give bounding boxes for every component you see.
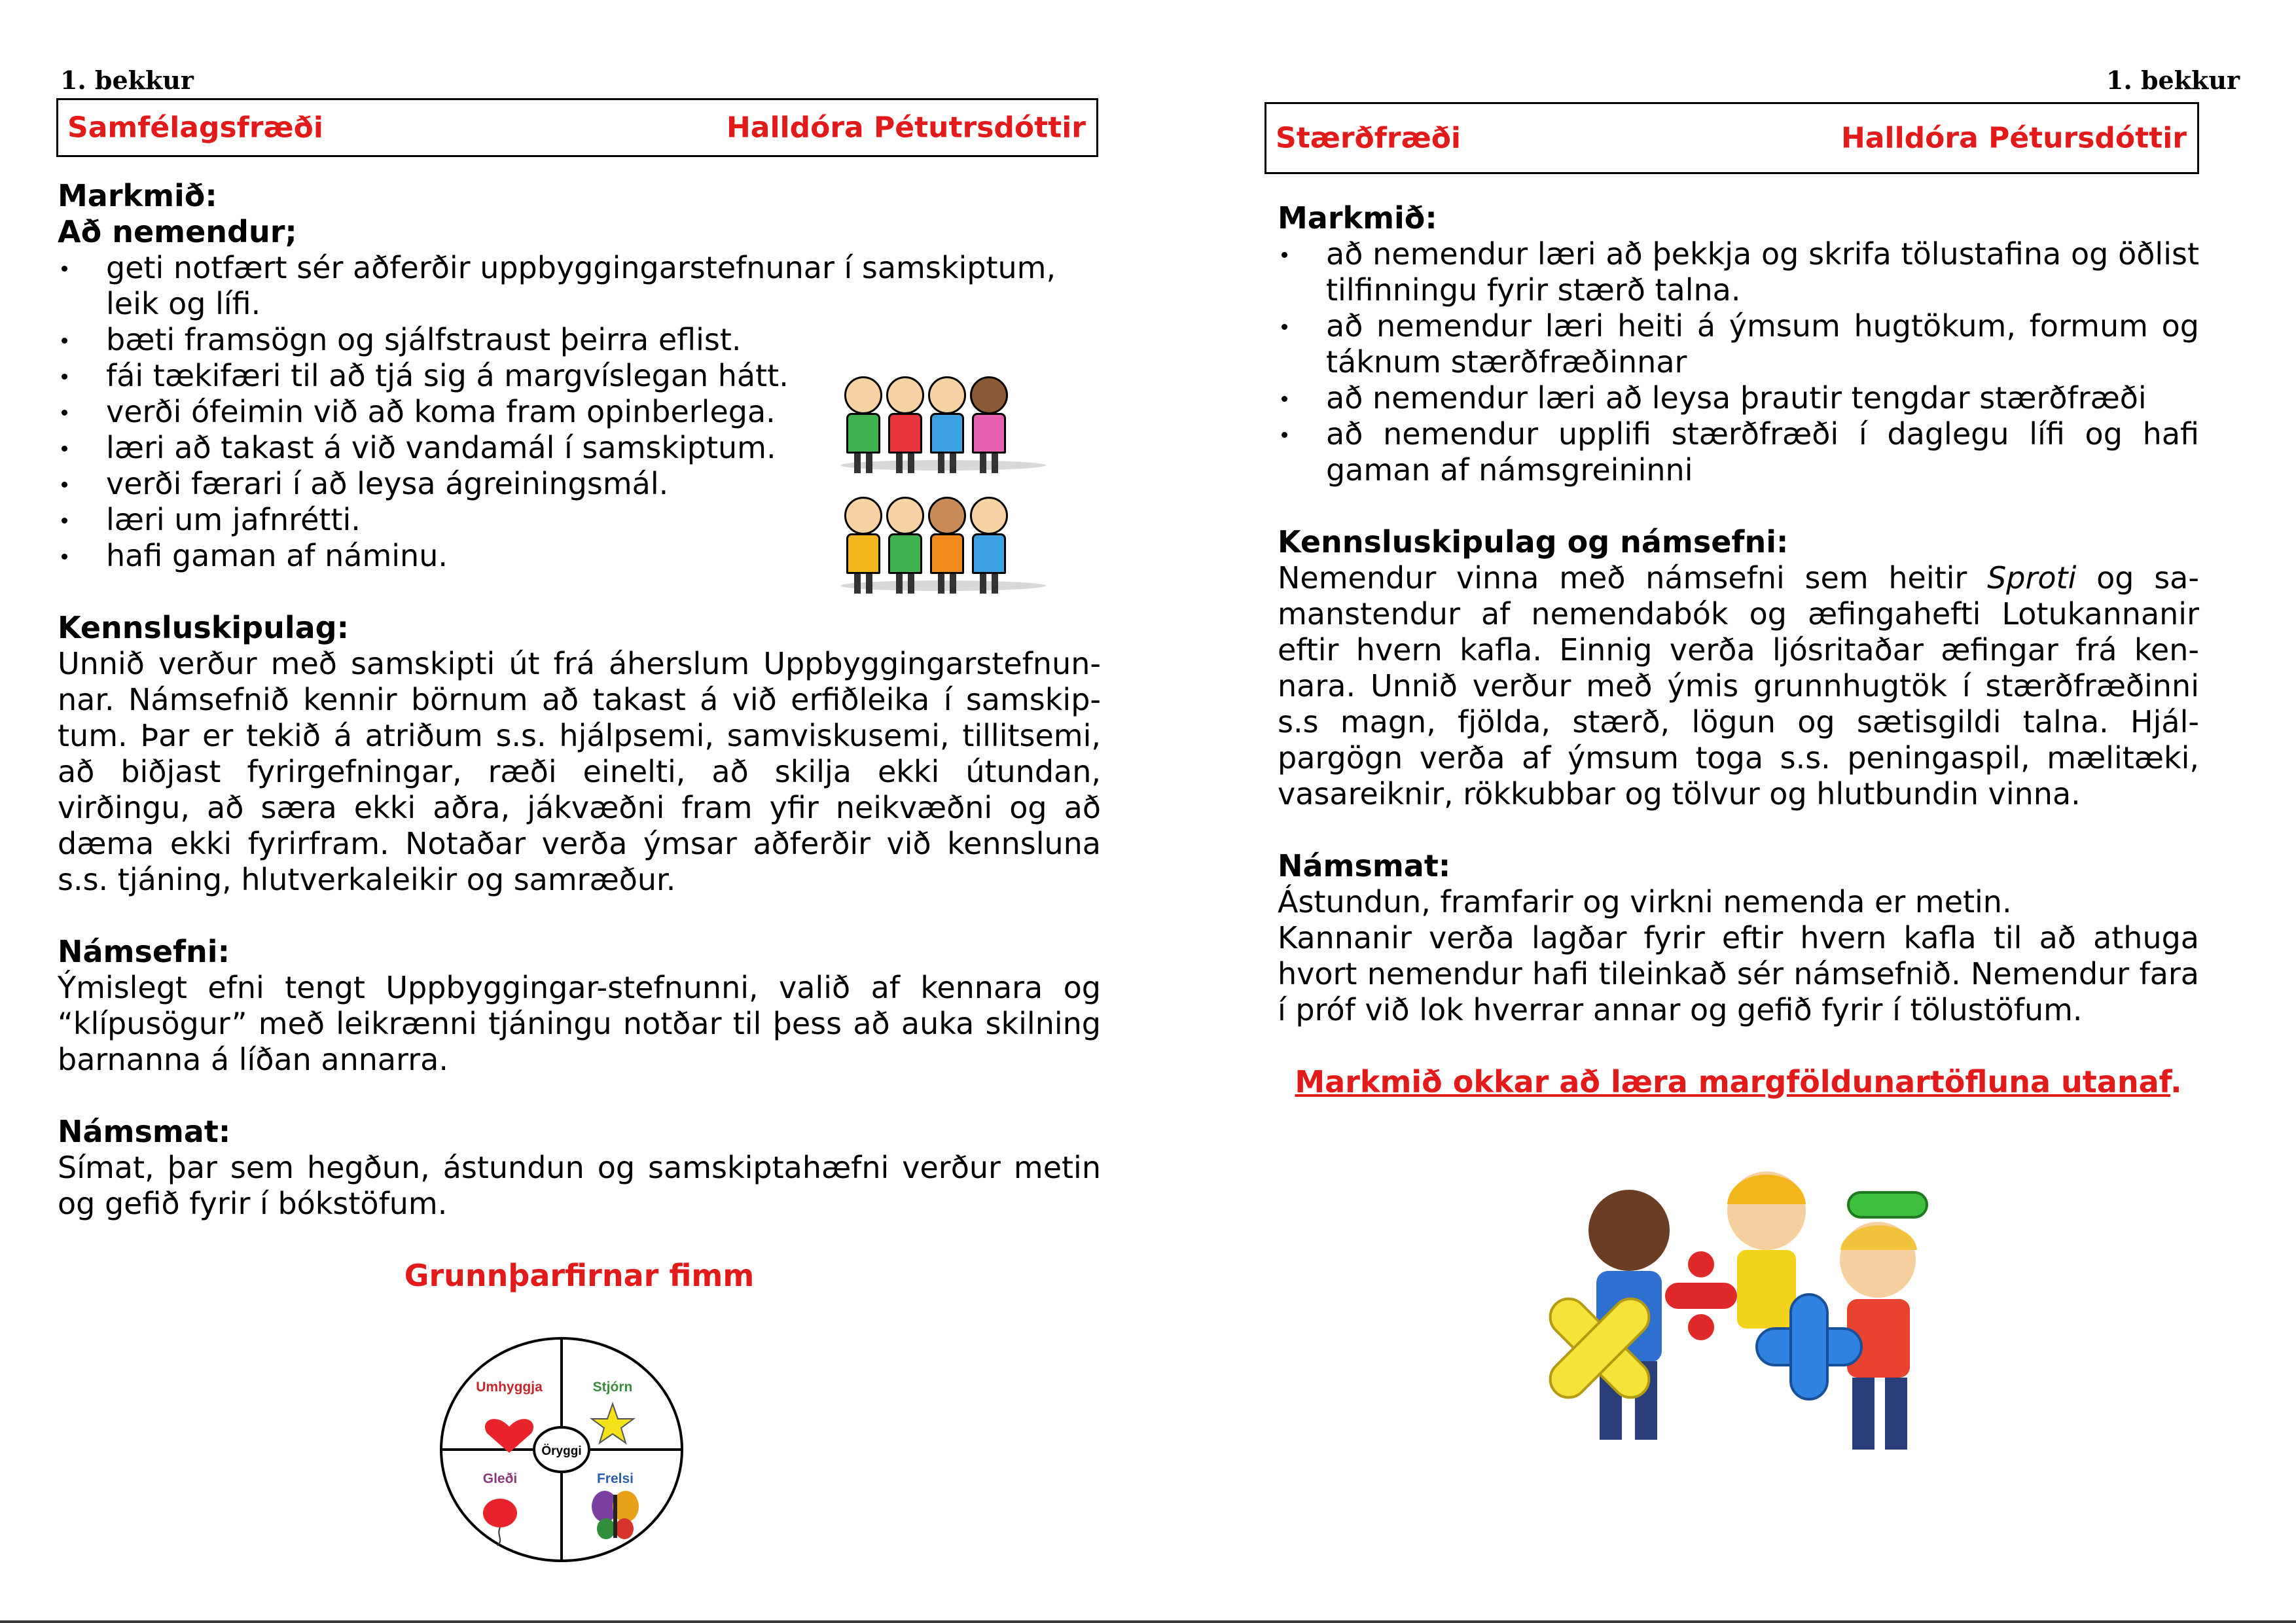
goals-heading: Markmið: [1278, 200, 1437, 236]
subject-title: Samfélagsfræði [67, 111, 323, 145]
bottom-divider [0, 1620, 2296, 1623]
wheel-label-oryggi: Öryggi [541, 1444, 582, 1458]
list-item: geti notfært sér aðferðir uppbyggingarstefnunar í samskiptum, leik og lífi. [58, 250, 1101, 322]
left-page [0, 0, 1148, 1620]
teaching-text: Unnið verður með samskipti út frá áherslum Uppbyggingarstefnunnar. Námsefnið kennir börnum að takast á við erfiðleika í samskiptum. Þar er tekið á atriðum s.s. hjálpsemi, samviskusemi, tillitsemi, að biðjast fyrirgefningar, ræði einelti, að skilja ekki útundan, virðingu, að særa ekki aðra, jákvæðni fram yfir neikvæðni og að dæma ekki fyrirfram. Notaðar verða ýmsar aðferðir við kennsluna s.s. tjáning, hlutverkaleikir og samræður. [58, 646, 1101, 897]
list-item: að nemendur læri að leysa þrautir tengdar stærðfræði [1278, 380, 2199, 416]
list-item: að nemendur upplifi stærðfræði í daglegu lífi og hafi gaman af námsgreininni [1278, 416, 2199, 488]
list-item: hafi gaman af náminu. [58, 538, 1101, 574]
butterfly-icon [592, 1491, 639, 1539]
material-heading: Námsefni: [58, 934, 230, 969]
subject-header [56, 98, 1098, 157]
subject-header [1265, 102, 2199, 174]
list-item: fái tækifæri til að tjá sig á margvíslegan hátt. [58, 358, 1101, 394]
wheel-label-gledi: Gleði [482, 1471, 518, 1486]
wheel-label-stjorn: Stjórn [592, 1380, 633, 1395]
material-text: Ýmislegt efni tengt Uppbyggingar-stefnunni, valið af kennara og “klípusögur” með leikrænni tjáningu notðar til þess að auka skilning barnanna á líðan annarra. [58, 970, 1101, 1077]
right-page [1148, 0, 2296, 1620]
children-illustration [836, 363, 1052, 599]
goals-list [1278, 236, 2199, 488]
assessment-heading: Námsmat: [1278, 848, 1451, 883]
teaching-text: Nemendur vinna með námsefni sem heitir Sproti og samanstendur af nemendabók og æfingahefti Lotukannanir eftir hvern kafla. Einnig verða ljósritaðar æfingar frá kennara. Unnið verður með ýmis grunnhugtök í stærðfræðinni s.s magn, fjölda, stærð, lögun og sætisgildi talna. Hjálpargögn verða af ýmsum toga s.s. peningaspil, mælitæki, vasareiknir, rökkubbar og tölvur og hlutbundin vinna. [1278, 560, 2199, 812]
balloon-icon [483, 1499, 517, 1527]
divide-icon [1665, 1251, 1737, 1340]
assessment-line-1: Ástundun, framfarir og virkni nemenda er metin. [1278, 884, 2012, 919]
needs-wheel [437, 1335, 686, 1564]
assessment-text: Kannanir verða lagðar fyrir eftir hvern kafla til að athuga hvort nemendur hafi tileinkað sér námsefnið. Nemendur fara í próf við lok hverrar annar og gefið fyrir í tölustöfum. [1278, 920, 2199, 1027]
teaching-heading: Kennsluskipulag og námsefni: [1278, 524, 1789, 560]
wheel-label-frelsi: Frelsi [596, 1471, 634, 1486]
subject-title: Stærðfræði [1276, 121, 1462, 155]
teacher-name: Halldóra Pétutrsdóttir [726, 111, 1086, 145]
needs-title: Grunnþarfirnar fimm [404, 1258, 755, 1293]
grade-label: 1. bekkur [2106, 65, 2240, 95]
right-content [1278, 200, 2199, 1100]
book-title: Sproti [1987, 560, 2077, 596]
list-item: læri um jafnrétti. [58, 502, 1101, 538]
list-item: verði færari í að leysa ágreiningsmál. [58, 466, 1101, 502]
list-item: að nemendur læri að þekkja og skrifa tölustafina og öðlist tilfinningu fyrir stærð talna. [1278, 236, 2199, 308]
list-item: að nemendur læri heiti á ýmsum hugtökum, formum og táknum stærðfræðinnar [1278, 308, 2199, 380]
wheel-label-umhyggja: Umhyggja [476, 1380, 543, 1395]
teacher-name: Halldóra Pétursdóttir [1840, 121, 2187, 155]
assessment-text: Símat, þar sem hegðun, ástundun og samskiptahæfni verður metin og gefið fyrir í bókstöfum. [58, 1150, 1101, 1221]
list-item: bæti framsögn og sjálfstraust þeirra eflist. [58, 322, 1101, 358]
goals-heading: Markmið: [58, 178, 217, 213]
goal-statement: Markmið okkar að læra margföldunartöfluna utanaf. [1295, 1064, 2182, 1099]
left-content [58, 178, 1101, 1294]
goals-intro: Að nemendur; [58, 214, 297, 249]
grade-label: 1. bekkur [60, 65, 194, 95]
math-kids-illustration [1515, 1152, 2012, 1479]
list-item: læri að takast á við vandamál í samskiptum. [58, 430, 1101, 466]
list-item: verði ófeimin við að koma fram opinberlega. [58, 394, 1101, 430]
minus-icon [1848, 1192, 1927, 1217]
assessment-heading: Námsmat: [58, 1114, 231, 1149]
teaching-heading: Kennsluskipulag: [58, 610, 349, 645]
